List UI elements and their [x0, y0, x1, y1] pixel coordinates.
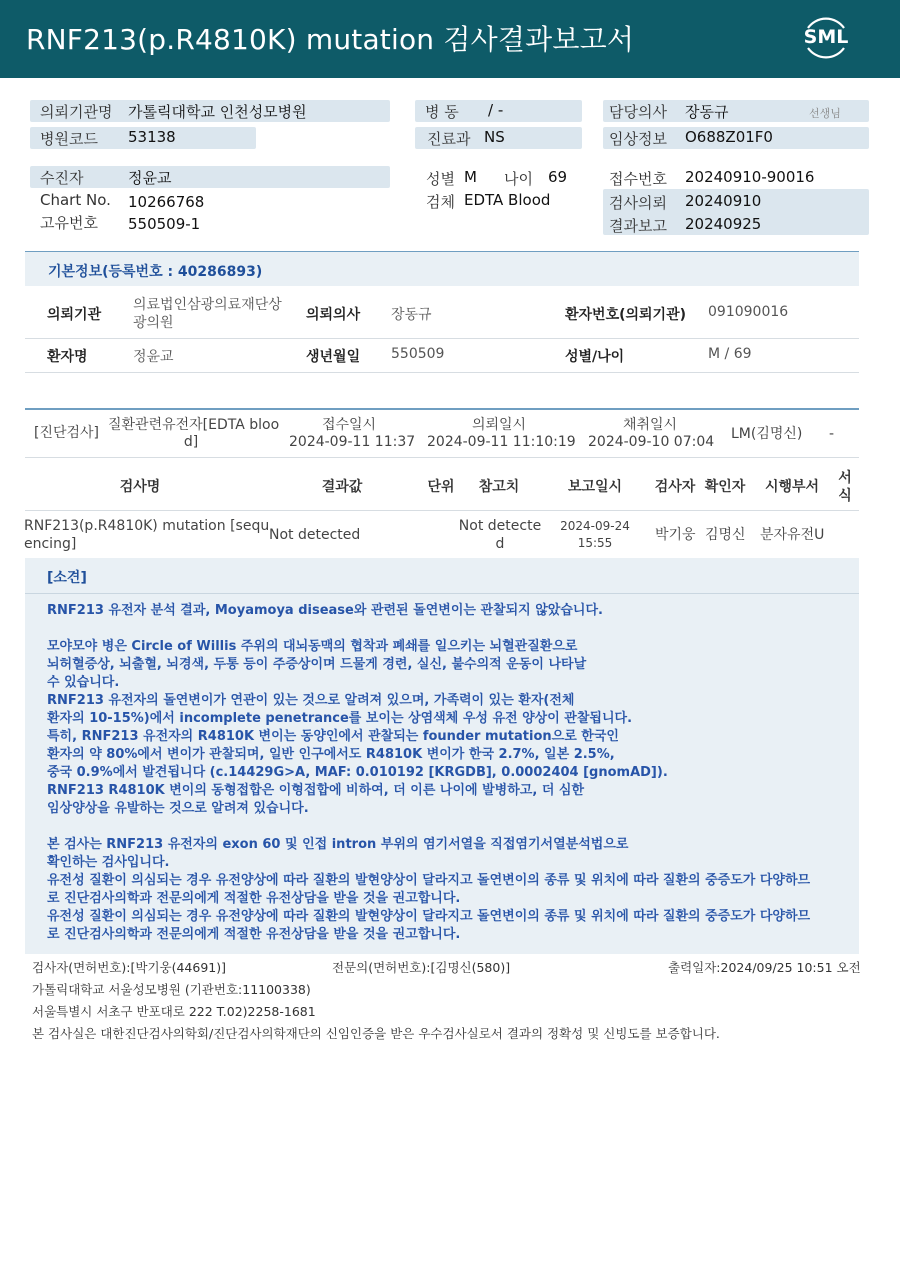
hospital-code-label: 병원코드 — [40, 130, 98, 148]
age-label: 나이 — [504, 170, 533, 188]
hospital-code-value: 53138 — [128, 128, 176, 146]
ward-value: / - — [488, 101, 504, 119]
result-report-time: 15:55 — [577, 536, 613, 550]
ward-label: 병 동 — [425, 103, 459, 121]
report-label: 결과보고 — [609, 217, 667, 235]
findings-line: 모야모야 병은 Circle of Willis 주위의 대뇌동맥의 협착과 폐쇄를 일으키는 뇌혈관질환으로 — [47, 639, 578, 654]
findings-line: 환자의 10-15%)에서 incomplete penetrance를 보이는 상염색체 우성 유전 양상이 관찰됩니다. — [47, 711, 633, 726]
result-value: Not detected — [269, 527, 361, 543]
receipt-value: 20240910-90016 — [685, 168, 815, 186]
receipt-label: 접수번호 — [609, 170, 667, 188]
col-format-line1: 서 — [838, 470, 852, 486]
col-tester: 검사자 — [654, 479, 696, 495]
result-tester: 박기웅 — [655, 527, 696, 543]
basic-birth-value: 550509 — [391, 346, 445, 362]
exam-bottom-rule — [25, 457, 859, 458]
basic-name-label: 환자명 — [47, 349, 88, 365]
requested-value: 2024-09-11 11:10:19 — [427, 434, 576, 450]
col-confirmer: 확인자 — [704, 479, 746, 495]
examinee-box — [30, 166, 390, 188]
unique-value: 550509-1 — [128, 215, 201, 233]
findings-divider — [25, 593, 859, 594]
unique-label: 고유번호 — [40, 214, 98, 232]
clinical-value: O688Z01F0 — [685, 128, 773, 146]
logo-text: SML — [803, 26, 849, 48]
findings-line: 본 검사는 RNF213 유전자의 exon 60 및 인접 intron 부위의 염기서열을 직접염기서열분석법으로 — [47, 837, 629, 852]
col-test-name: 검사명 — [119, 479, 161, 495]
collected-value: 2024-09-10 07:04 — [588, 434, 715, 450]
findings-line: 뇌허혈증상, 뇌출혈, 뇌경색, 두통 등이 주증상이며 드물게 경련, 실신, 불수의적 운동이 나타날 — [47, 657, 587, 672]
lab-address: 서울특별시 서초구 반포대로 222 T.02)2258-1681 — [32, 1004, 316, 1019]
exam-top-rule — [25, 408, 859, 410]
basic-doc-value: 장동규 — [391, 307, 432, 323]
basic-pno-label: 환자번호(의뢰기관) — [565, 307, 686, 323]
result-confirmer: 김명신 — [705, 527, 746, 543]
examiner-license: 검사자(면허번호):[박기웅(44691)] — [32, 960, 226, 975]
findings-title: [소견] — [47, 570, 87, 586]
basic-doc-label: 의뢰의사 — [306, 307, 361, 323]
findings-line: RNF213 유전자 분석 결과, Moyamoya disease와 관련된 돌연변이는 관찰되지 않았습니다. — [47, 603, 603, 618]
report-value: 20240925 — [685, 215, 762, 233]
basic-birth-label: 생년월일 — [306, 349, 361, 365]
result-dept: 분자유전U — [760, 527, 825, 543]
chart-value: 10266768 — [128, 193, 205, 211]
report-title: RNF213(p.R4810K) mutation 검사결과보고서 — [26, 23, 635, 56]
examinee-value: 정윤교 — [128, 169, 172, 187]
basic-row-divider — [25, 338, 859, 339]
result-ref-line1: Not detecte — [458, 518, 542, 534]
basic-pno-value: 091090016 — [708, 304, 789, 320]
basic-sexage-label: 성별/나이 — [565, 349, 625, 365]
dept-label: 진료과 — [427, 130, 471, 148]
findings-line: 확인하는 검사입니다. — [47, 855, 170, 870]
findings-line: RNF213 유전자의 돌연변이가 연관이 있는 것으로 알려져 있으며, 가족력이 있는 환자(전체 — [47, 693, 575, 708]
clinical-label: 임상정보 — [609, 130, 667, 148]
requested-label: 의뢰일시 — [471, 417, 527, 433]
certification-note: 본 검사실은 대한진단검사의학회/진단검사의학재단의 신임인증을 받은 우수검사실로서 결과의 정확성 및 신빙도를 보증합니다. — [32, 1026, 720, 1041]
report-header — [0, 0, 900, 78]
dept-value: NS — [484, 128, 505, 146]
sml-logo — [800, 12, 852, 64]
basic-inst-line2: 광의원 — [133, 315, 174, 331]
institution-label: 의뢰기관명 — [40, 103, 113, 121]
request-value: 20240910 — [685, 192, 762, 210]
result-test-name-line1: RNF213(p.R4810K) mutation [sequ — [24, 518, 270, 534]
doctor-suffix: 선생님 — [809, 107, 841, 120]
col-unit: 단위 — [427, 479, 455, 495]
exam-name-line2: d] — [183, 434, 199, 450]
received-label: 접수일시 — [321, 417, 377, 433]
findings-line: 임상양상을 유발하는 것으로 알려져 있습니다. — [47, 801, 309, 816]
col-report-time: 보고일시 — [567, 479, 623, 495]
lab-name: 가톨릭대학교 서울성모병원 (기관번호:11100338) — [32, 982, 311, 997]
basic-inst-label: 의뢰기관 — [47, 307, 102, 323]
findings-line: 로 진단검사의학과 전문의에게 적절한 유전상담을 받을 것을 권고합니다. — [47, 927, 461, 942]
findings-line: 유전성 질환이 의심되는 경우 유전양상에 따라 질환의 발현양상이 달라지고 돌연변이의 종류 및 위치에 따라 질환의 중증도가 다양하므 — [47, 873, 811, 888]
sex-label: 성별 — [426, 170, 455, 188]
col-format-line2: 식 — [838, 488, 852, 504]
specimen-label: 검체 — [426, 193, 455, 211]
findings-line: 유전성 질환이 의심되는 경우 유전양상에 따라 질환의 발현양상이 달라지고 돌연변이의 종류 및 위치에 따라 질환의 중증도가 다양하므 — [47, 909, 811, 924]
findings-line: 특히, RNF213 유전자의 R4810K 변이는 동양인에서 관찰되는 founder mutation으로 한국인 — [47, 729, 619, 744]
findings-line: 중국 0.9%에서 발견됩니다 (c.14429G>A, MAF: 0.010192 [KRGDB], 0.0002404 [gnomAD]). — [47, 765, 668, 780]
exam-type: [진단검사] — [34, 425, 100, 441]
findings-line: 로 진단검사의학과 전문의에게 적절한 유전상담을 받을 것을 권고합니다. — [47, 891, 461, 906]
findings-line: 환자의 약 80%에서 변이가 관찰되며, 일반 인구에서도 R4810K 변이가 한국 2.7%, 일본 2.5%, — [47, 747, 615, 762]
basic-title: 기본정보(등록번호 : 40286893) — [48, 264, 263, 280]
result-test-name-line2: encing] — [24, 536, 77, 552]
table-header-rule — [25, 510, 859, 511]
exam-dash: - — [829, 426, 835, 442]
basic-name-value: 정윤교 — [133, 349, 174, 365]
doctor-value: 장동규 — [685, 103, 729, 121]
print-date: 출력일자:2024/09/25 10:51 오전 — [668, 960, 861, 975]
institution-value: 가톨릭대학교 인천성모병원 — [128, 103, 307, 121]
findings-line: 수 있습니다. — [47, 675, 120, 690]
collected-label: 채취일시 — [622, 417, 678, 433]
age-value: 69 — [548, 168, 568, 186]
specialist-license: 전문의(면허번호):[김명신(580)] — [332, 960, 511, 975]
basic-inst-line1: 의료법인삼광의료재단상 — [133, 297, 282, 313]
result-ref-line2: d — [495, 536, 505, 552]
examinee-label: 수진자 — [40, 169, 84, 187]
findings-line: RNF213 R4810K 변이의 동형접합은 이형접합에 비하여, 더 이른 나이에 발병하고, 더 심한 — [47, 783, 585, 798]
doctor-label: 담당의사 — [609, 103, 667, 121]
received-value: 2024-09-11 11:37 — [289, 434, 416, 450]
col-dept: 시행부서 — [764, 479, 820, 495]
basic-sexage-value: M / 69 — [708, 346, 752, 362]
specimen-value: EDTA Blood — [464, 191, 551, 209]
request-label: 검사의뢰 — [609, 194, 667, 212]
exam-name-line1: 질환관련유전자[EDTA bloo — [108, 417, 280, 433]
col-value: 결과값 — [321, 479, 363, 495]
result-report-date: 2024-09-24 — [560, 519, 630, 533]
basic-bottom-rule — [25, 372, 859, 373]
chart-label: Chart No. — [40, 191, 111, 209]
col-reference: 참고치 — [478, 479, 520, 495]
sex-value: M — [464, 168, 477, 186]
lm-value: LM(김명신) — [731, 426, 803, 442]
